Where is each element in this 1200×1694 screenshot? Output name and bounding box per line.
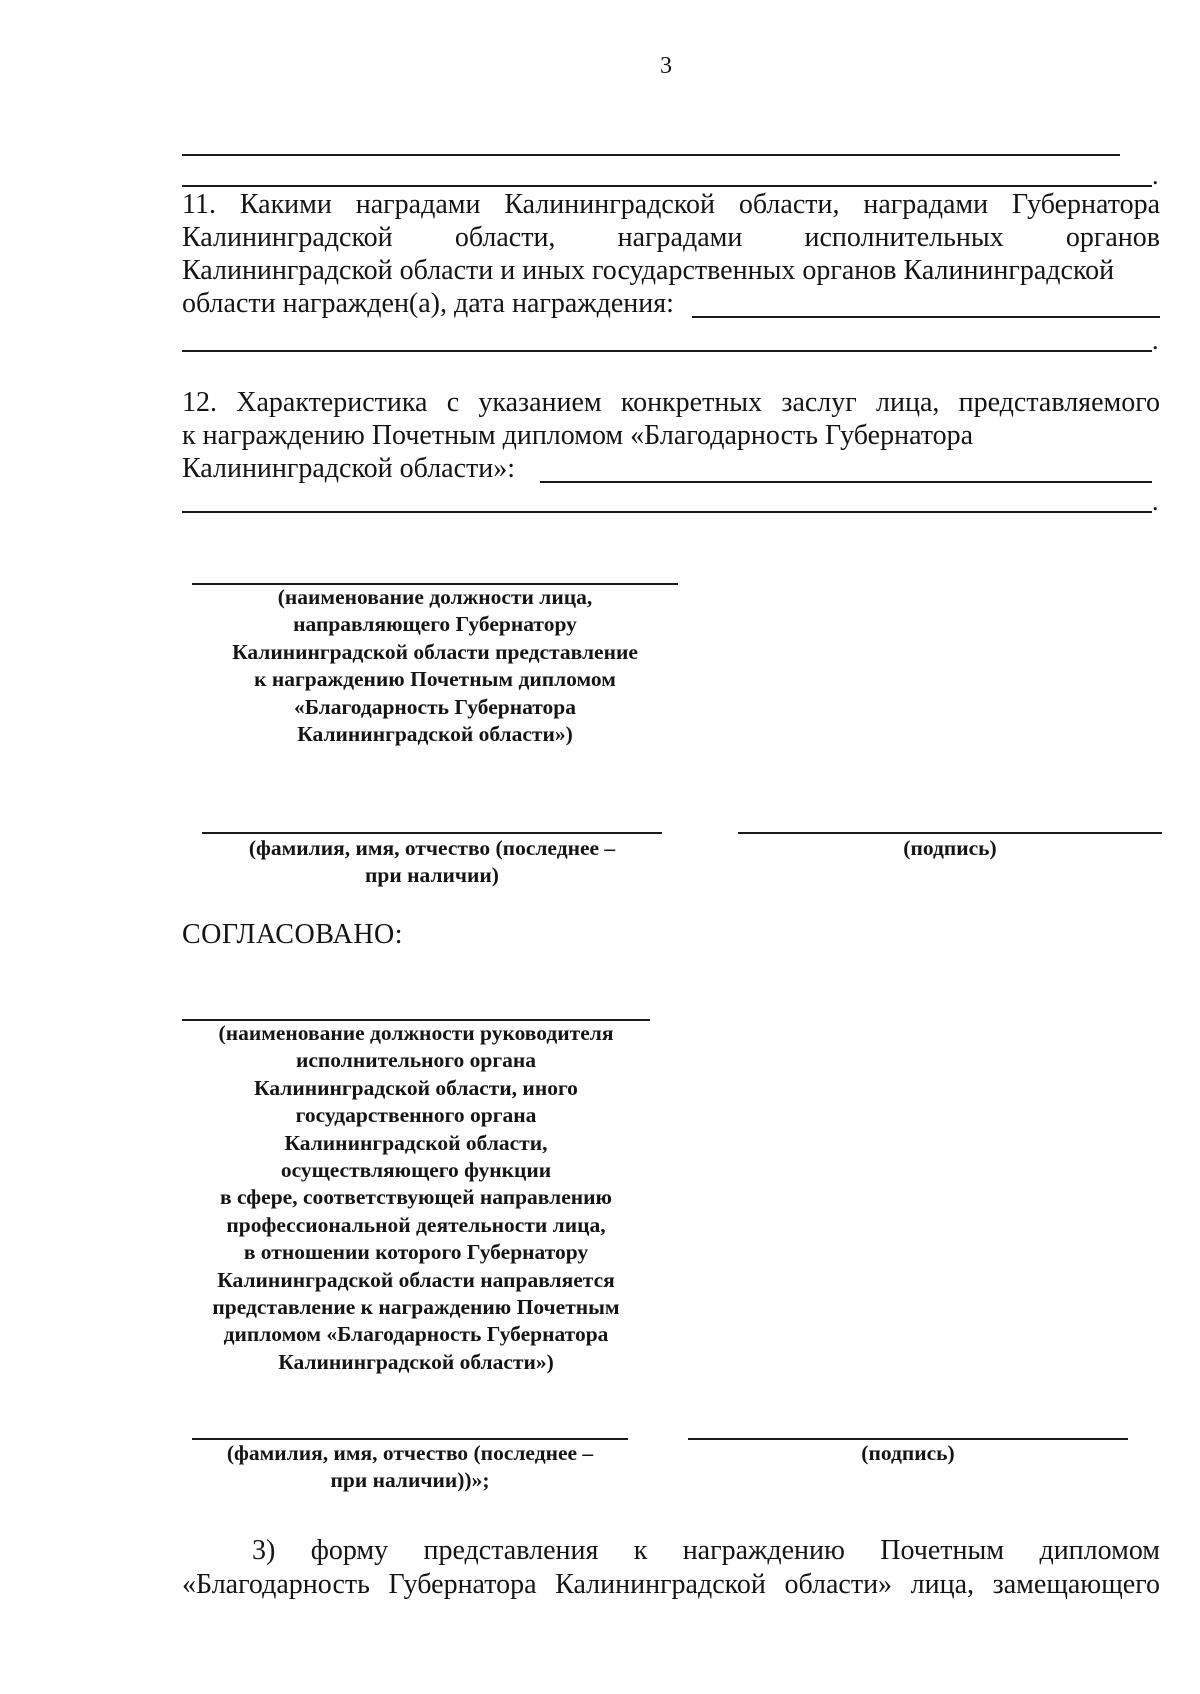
signature-line-1 [738,832,1162,834]
closing-paragraph [182,1534,1160,1602]
name-line-1 [202,832,662,834]
position-caption-1: (наименование должности лица, направляющего Губернатору Калининградской области представление к награждению Почетным дипломом «Благодарность Губернатора Калининградской области») [232,585,638,747]
item-11-line: Калининградской области и иных государственных органов Калининградской [182,255,1115,286]
approved-label: СОГЛАСОВАНО: [182,919,404,950]
closing-line: «Благодарность Губернатора Калининградской области» лица, замещающего [182,1569,1160,1600]
item-11-line: Калининградской области, наградами исполнительных органов [182,222,1160,253]
awards-fill-line [692,316,1160,318]
signature-caption-2: (подпись) [861,1441,955,1465]
name-caption-1: (фамилия, имя, отчество (последнее – при наличии) [248,836,616,888]
characteristic-fill-line-2 [182,511,1152,513]
item-11-line: 11. Какими наградами Калининградской области, наградами Губернатора [182,189,1160,220]
line-end-period: . [1152,326,1159,355]
blank-line [182,154,1120,156]
item-12-text [182,386,1160,452]
characteristic-fill-line [540,481,1152,483]
item-11-last-line: области награжден(а), дата награждения: [182,288,674,319]
awards-fill-line-2 [182,350,1152,352]
blank-line [182,185,1152,187]
name-caption-2: (фамилия, имя, отчество (последнее – при наличии))»; [226,1441,594,1493]
page-number: 3 [660,53,672,79]
signature-caption-1: (подпись) [903,836,997,860]
item-12-line: к награждению Почетным дипломом «Благодарность Губернатора [182,420,974,451]
item-12-line: 12. Характеристика с указанием конкретных заслуг лица, представляемого [182,387,1160,418]
position-caption-2: (наименование должности руководителя исполнительного органа Калининградской области, иного государственного органа Калининградской области, осуществляющего функции в сфере, соответствующей направлению профессиональной деятельности лица, в отношении которого Губернатору Калининградской области направляется представление к награждению Почетным дипломом «Благодарность Губернатора Калининградской области») [212,1021,620,1374]
line-end-period: . [1152,161,1159,190]
line-end-period: . [1152,487,1159,516]
closing-line: 3) форму представления к награждению Почетным дипломом [252,1535,1160,1566]
item-11-text [182,188,1160,287]
item-12-last-line: Калининградской области»: [182,453,516,484]
